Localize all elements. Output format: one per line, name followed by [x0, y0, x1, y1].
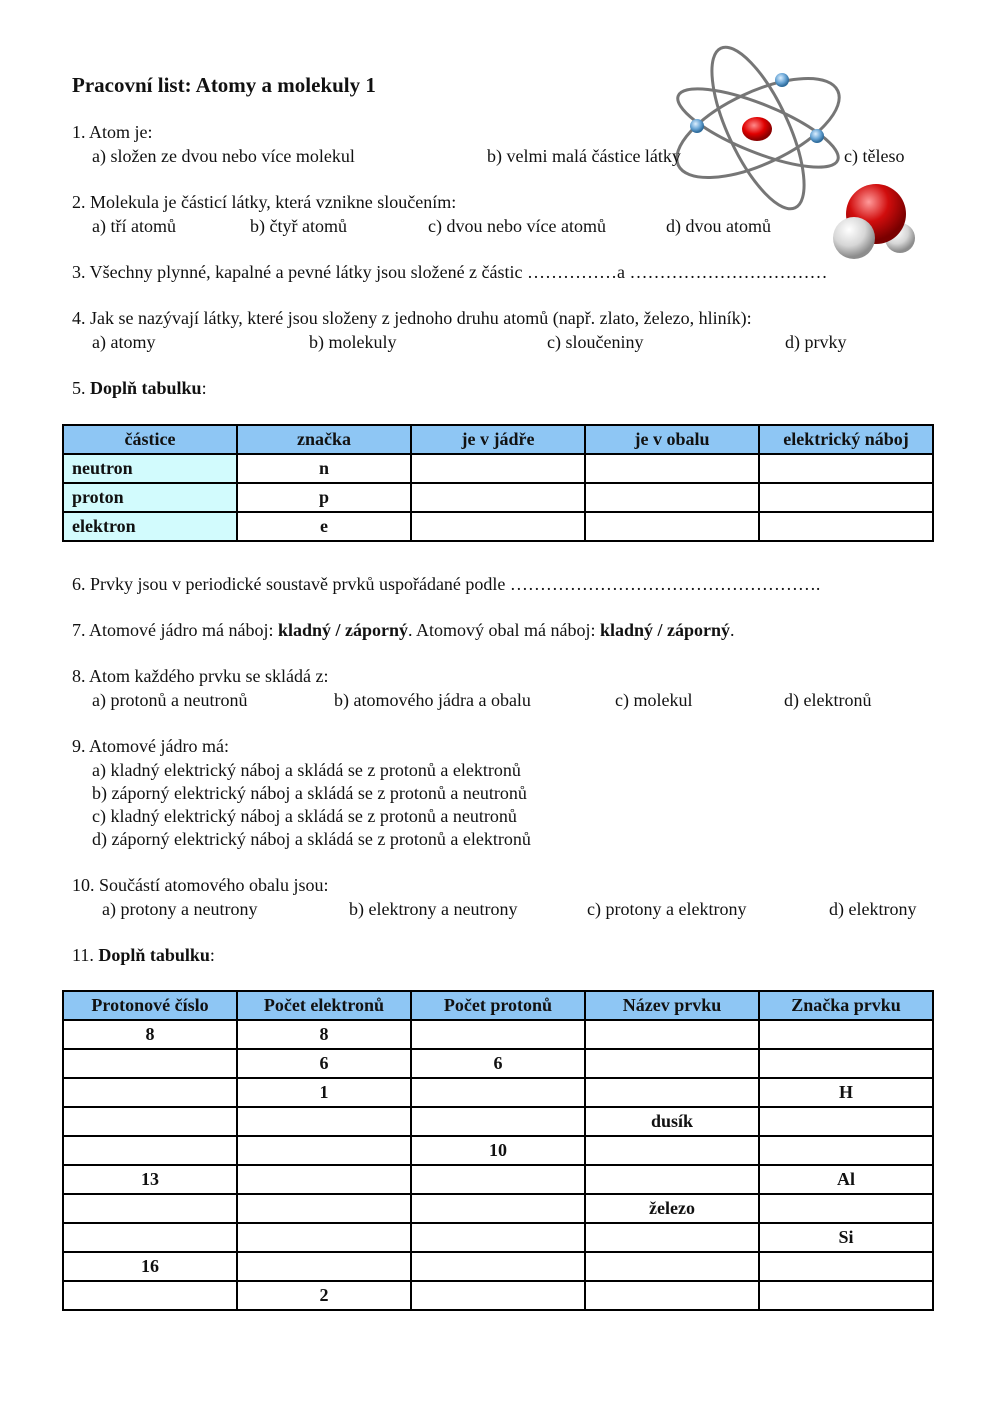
electron [775, 73, 789, 87]
particles-table-answer-cell[interactable] [585, 483, 759, 512]
question-3: 3. Všechny plynné, kapalné a pevné látky jsou složené z částic ……………a …………………………… [72, 262, 828, 282]
elements-table-answer-cell[interactable] [63, 1049, 237, 1078]
elements-table-header-row [63, 991, 933, 1020]
elements-table-answer-cell[interactable] [759, 1252, 933, 1281]
q2-option-b[interactable]: b) čtyř atomů [250, 216, 347, 236]
elements-table-answer-cell[interactable] [237, 1223, 411, 1252]
elements-table-answer-cell[interactable] [63, 1281, 237, 1310]
particles-table-answer-cell[interactable] [759, 454, 933, 483]
q9-option-c[interactable]: c) kladný elektrický náboj a skládá se z protonů a neutronů [92, 806, 517, 826]
q9-option-d[interactable]: d) záporný elektrický náboj a skládá se z protonů a elektronů [92, 829, 531, 849]
particles-table-answer-cell[interactable] [411, 483, 585, 512]
elements-table-answer-cell[interactable] [759, 1107, 933, 1136]
electron [810, 129, 824, 143]
elements-table-row [63, 1078, 933, 1107]
elements-table-cell: 16 [63, 1252, 237, 1281]
elements-table-cell: 6 [411, 1049, 585, 1078]
particles-table-row [63, 512, 933, 541]
elements-table-row [63, 1281, 933, 1310]
question-10: 10. Součástí atomového obalu jsou: [72, 875, 329, 895]
elements-table-row [63, 1194, 933, 1223]
elements-table-answer-cell[interactable] [585, 1165, 759, 1194]
elements-table-answer-cell[interactable] [63, 1194, 237, 1223]
nucleus [742, 117, 772, 141]
particles-table-row [63, 483, 933, 512]
elements-table-answer-cell[interactable] [63, 1136, 237, 1165]
elements-table-answer-cell[interactable] [585, 1252, 759, 1281]
elements-table-answer-cell[interactable] [759, 1049, 933, 1078]
q9-option-a[interactable]: a) kladný elektrický náboj a skládá se z protonů a elektronů [92, 760, 521, 780]
elements-table-answer-cell[interactable] [585, 1049, 759, 1078]
elements-table-cell: železo [585, 1194, 759, 1223]
elements-table-answer-cell[interactable] [585, 1223, 759, 1252]
question-9: 9. Atomové jádro má: [72, 736, 229, 756]
particles-table-header-cell: elektrický náboj [759, 425, 933, 454]
elements-table-header-cell: Počet protonů [411, 991, 585, 1020]
q2-option-c[interactable]: c) dvou nebo více atomů [428, 216, 606, 236]
q4-option-a[interactable]: a) atomy [92, 332, 156, 352]
elements-table-row [63, 1107, 933, 1136]
particles-table-answer-cell[interactable] [585, 454, 759, 483]
q1-option-c[interactable]: c) těleso [844, 146, 905, 166]
q8-option-c[interactable]: c) molekul [615, 690, 693, 710]
question-7: 7. Atomové jádro má náboj: kladný / záporný. Atomový obal má náboj: kladný / záporný. [72, 620, 735, 640]
elements-table-answer-cell[interactable] [237, 1136, 411, 1165]
particles-table-header-cell: je v jádře [411, 425, 585, 454]
particles-table-header-cell: částice [63, 425, 237, 454]
q2-option-d[interactable]: d) dvou atomů [666, 216, 771, 236]
q9-option-b[interactable]: b) záporný elektrický náboj a skládá se z protonů a neutronů [92, 783, 527, 803]
q10-option-c[interactable]: c) protony a elektrony [587, 899, 747, 919]
particles-table-row-label: neutron [63, 454, 237, 483]
particles-table-header-cell: značka [237, 425, 411, 454]
elements-table-cell: 8 [237, 1020, 411, 1049]
elements-table-answer-cell[interactable] [759, 1194, 933, 1223]
elements-table-cell: 1 [237, 1078, 411, 1107]
q8-option-a[interactable]: a) protonů a neutronů [92, 690, 248, 710]
elements-table-row [63, 1252, 933, 1281]
elements-table-answer-cell[interactable] [759, 1281, 933, 1310]
elements-table-answer-cell[interactable] [759, 1020, 933, 1049]
q2-option-a[interactable]: a) tří atomů [92, 216, 176, 236]
question-5: 5. Doplň tabulku: [72, 378, 207, 398]
particles-table-answer-cell[interactable] [411, 454, 585, 483]
elements-table-cell: 13 [63, 1165, 237, 1194]
q1-option-b[interactable]: b) velmi malá částice látky [487, 146, 681, 166]
elements-table-header-cell: Protonové číslo [63, 991, 237, 1020]
particles-table-cell: p [237, 483, 411, 512]
q8-option-d[interactable]: d) elektronů [784, 690, 872, 710]
elements-table-answer-cell[interactable] [63, 1078, 237, 1107]
elements-table-answer-cell[interactable] [411, 1107, 585, 1136]
elements-table-row [63, 1049, 933, 1078]
elements-table-answer-cell[interactable] [63, 1107, 237, 1136]
elements-table-cell: H [759, 1078, 933, 1107]
particles-table-header-row [63, 425, 933, 454]
elements-table-cell: 2 [237, 1281, 411, 1310]
particles-table-row-label: elektron [63, 512, 237, 541]
elements-table-answer-cell[interactable] [585, 1281, 759, 1310]
elements-table-answer-cell[interactable] [585, 1078, 759, 1107]
question-4: 4. Jak se nazývají látky, které jsou složeny z jednoho druhu atomů (např. zlato, železo, hliník): [72, 308, 752, 328]
elements-table-answer-cell[interactable] [237, 1194, 411, 1223]
q4-option-c[interactable]: c) sloučeniny [547, 332, 644, 352]
elements-table-answer-cell[interactable] [237, 1107, 411, 1136]
elements-table-cell: Al [759, 1165, 933, 1194]
question-6: 6. Prvky jsou v periodické soustavě prvků uspořádané podle ……………………………………………. [72, 574, 821, 594]
elements-table-answer-cell[interactable] [411, 1223, 585, 1252]
particles-table-answer-cell[interactable] [411, 512, 585, 541]
question-1: 1. Atom je: [72, 122, 153, 142]
particles-table-row [63, 454, 933, 483]
elements-table-cell: 6 [237, 1049, 411, 1078]
elements-table-answer-cell[interactable] [411, 1194, 585, 1223]
elements-table-row [63, 1223, 933, 1252]
elements-table-cell: 10 [411, 1136, 585, 1165]
particles-table-row-label: proton [63, 483, 237, 512]
q4-option-d[interactable]: d) prvky [785, 332, 847, 352]
particles-table-answer-cell[interactable] [759, 483, 933, 512]
q1-option-a[interactable]: a) složen ze dvou nebo více molekul [92, 146, 355, 166]
elements-table-answer-cell[interactable] [759, 1136, 933, 1165]
elements-table-header-cell: Název prvku [585, 991, 759, 1020]
electron [690, 119, 704, 133]
q10-option-d[interactable]: d) elektrony [829, 899, 917, 919]
page-title: Pracovní list: Atomy a molekuly 1 [72, 73, 376, 97]
elements-table-answer-cell[interactable] [411, 1078, 585, 1107]
elements-table-answer-cell[interactable] [411, 1252, 585, 1281]
elements-table-answer-cell[interactable] [237, 1252, 411, 1281]
question-2: 2. Molekula je částicí látky, která vznikne sloučením: [72, 192, 457, 212]
elements-table-answer-cell[interactable] [411, 1020, 585, 1049]
elements-table-answer-cell[interactable] [63, 1223, 237, 1252]
elements-table-cell: Si [759, 1223, 933, 1252]
elements-table-cell: dusík [585, 1107, 759, 1136]
elements-table-answer-cell[interactable] [411, 1165, 585, 1194]
question-11: 11. Doplň tabulku: [72, 945, 215, 965]
particles-table-header-cell: je v obalu [585, 425, 759, 454]
elements-table [62, 990, 934, 1311]
particles-table [62, 424, 934, 542]
water-molecule-illustration [826, 178, 922, 264]
elements-table-row [63, 1165, 933, 1194]
elements-table-row [63, 1020, 933, 1049]
particles-table-cell: e [237, 512, 411, 541]
q10-option-b[interactable]: b) elektrony a neutrony [349, 899, 518, 919]
question-8: 8. Atom každého prvku se skládá z: [72, 666, 329, 686]
q4-option-b[interactable]: b) molekuly [309, 332, 397, 352]
particles-table-answer-cell[interactable] [759, 512, 933, 541]
elements-table-answer-cell[interactable] [585, 1020, 759, 1049]
particles-table-cell: n [237, 454, 411, 483]
elements-table-answer-cell[interactable] [585, 1136, 759, 1165]
elements-table-header-cell: Značka prvku [759, 991, 933, 1020]
elements-table-answer-cell[interactable] [411, 1281, 585, 1310]
q7-charge-choice-shell[interactable]: kladný / záporný [600, 620, 731, 640]
q10-option-a[interactable]: a) protony a neutrony [102, 899, 258, 919]
q8-option-b[interactable]: b) atomového jádra a obalu [334, 690, 531, 710]
elements-table-header-cell: Počet elektronů [237, 991, 411, 1020]
elements-table-answer-cell[interactable] [237, 1165, 411, 1194]
particles-table-answer-cell[interactable] [585, 512, 759, 541]
q7-charge-choice-nucleus[interactable]: kladný / záporný [277, 620, 409, 640]
elements-table-cell: 8 [63, 1020, 237, 1049]
elements-table-row [63, 1136, 933, 1165]
